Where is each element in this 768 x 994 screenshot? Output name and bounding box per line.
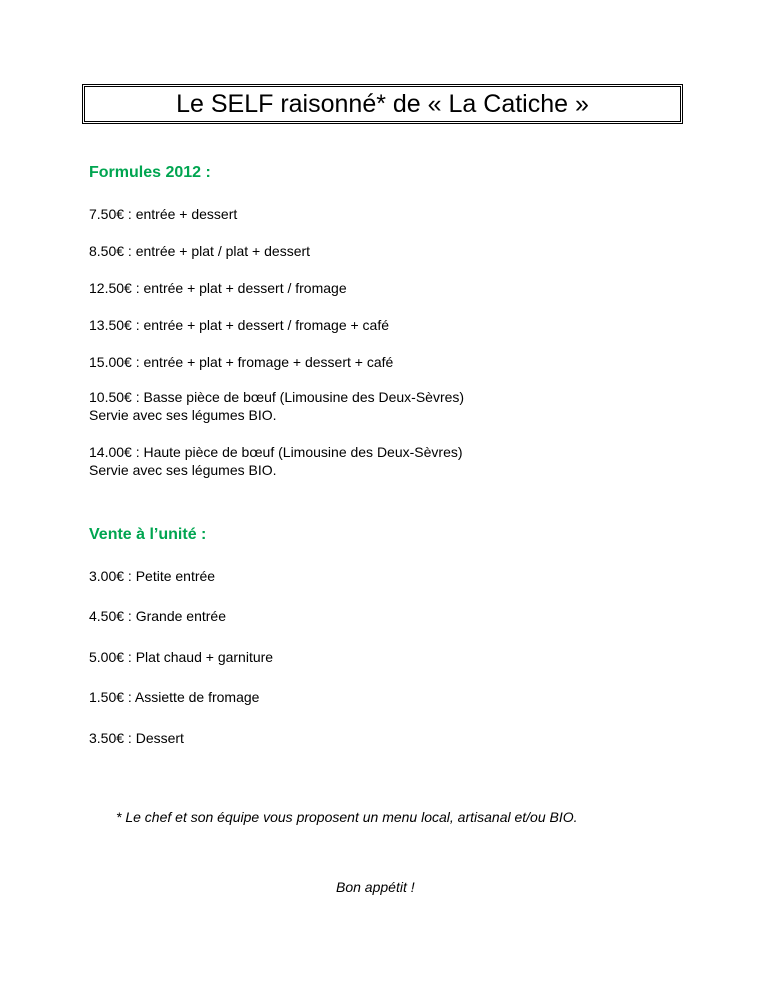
formule-item: 8.50€ : entrée + plat / plat + dessert: [89, 243, 311, 259]
closing-text: Bon appétit !: [336, 879, 415, 895]
boeuf-basse-line1: 10.50€ : Basse pièce de bœuf (Limousine des Deux-Sèvres): [89, 389, 465, 405]
formule-item: 13.50€ : entrée + plat + dessert / fromage + café: [89, 317, 390, 333]
formule-item: 15.00€ : entrée + plat + fromage + dessert + café: [89, 354, 394, 370]
vente-item: 3.00€ : Petite entrée: [89, 568, 216, 584]
page-title: Le SELF raisonné* de « La Catiche »: [176, 89, 589, 118]
boeuf-haute-line1: 14.00€ : Haute pièce de bœuf (Limousine des Deux-Sèvres): [89, 444, 463, 460]
boeuf-basse-line2: Servie avec ses légumes BIO.: [89, 407, 277, 423]
boeuf-haute-line2: Servie avec ses légumes BIO.: [89, 462, 277, 478]
footnote: * Le chef et son équipe vous proposent un menu local, artisanal et/ou BIO.: [116, 809, 578, 825]
formule-item: 12.50€ : entrée + plat + dessert / fromage: [89, 280, 347, 296]
vente-item: 5.00€ : Plat chaud + garniture: [89, 649, 274, 665]
vente-item: 4.50€ : Grande entrée: [89, 608, 226, 624]
page-title-box: [82, 84, 683, 124]
vente-heading: Vente à l’unité :: [89, 526, 207, 543]
formules-heading: Formules 2012 :: [89, 164, 211, 181]
vente-item: 1.50€ : Assiette de fromage: [89, 689, 260, 705]
vente-item: 3.50€ : Dessert: [89, 730, 184, 746]
formule-item: 7.50€ : entrée + dessert: [89, 206, 238, 222]
